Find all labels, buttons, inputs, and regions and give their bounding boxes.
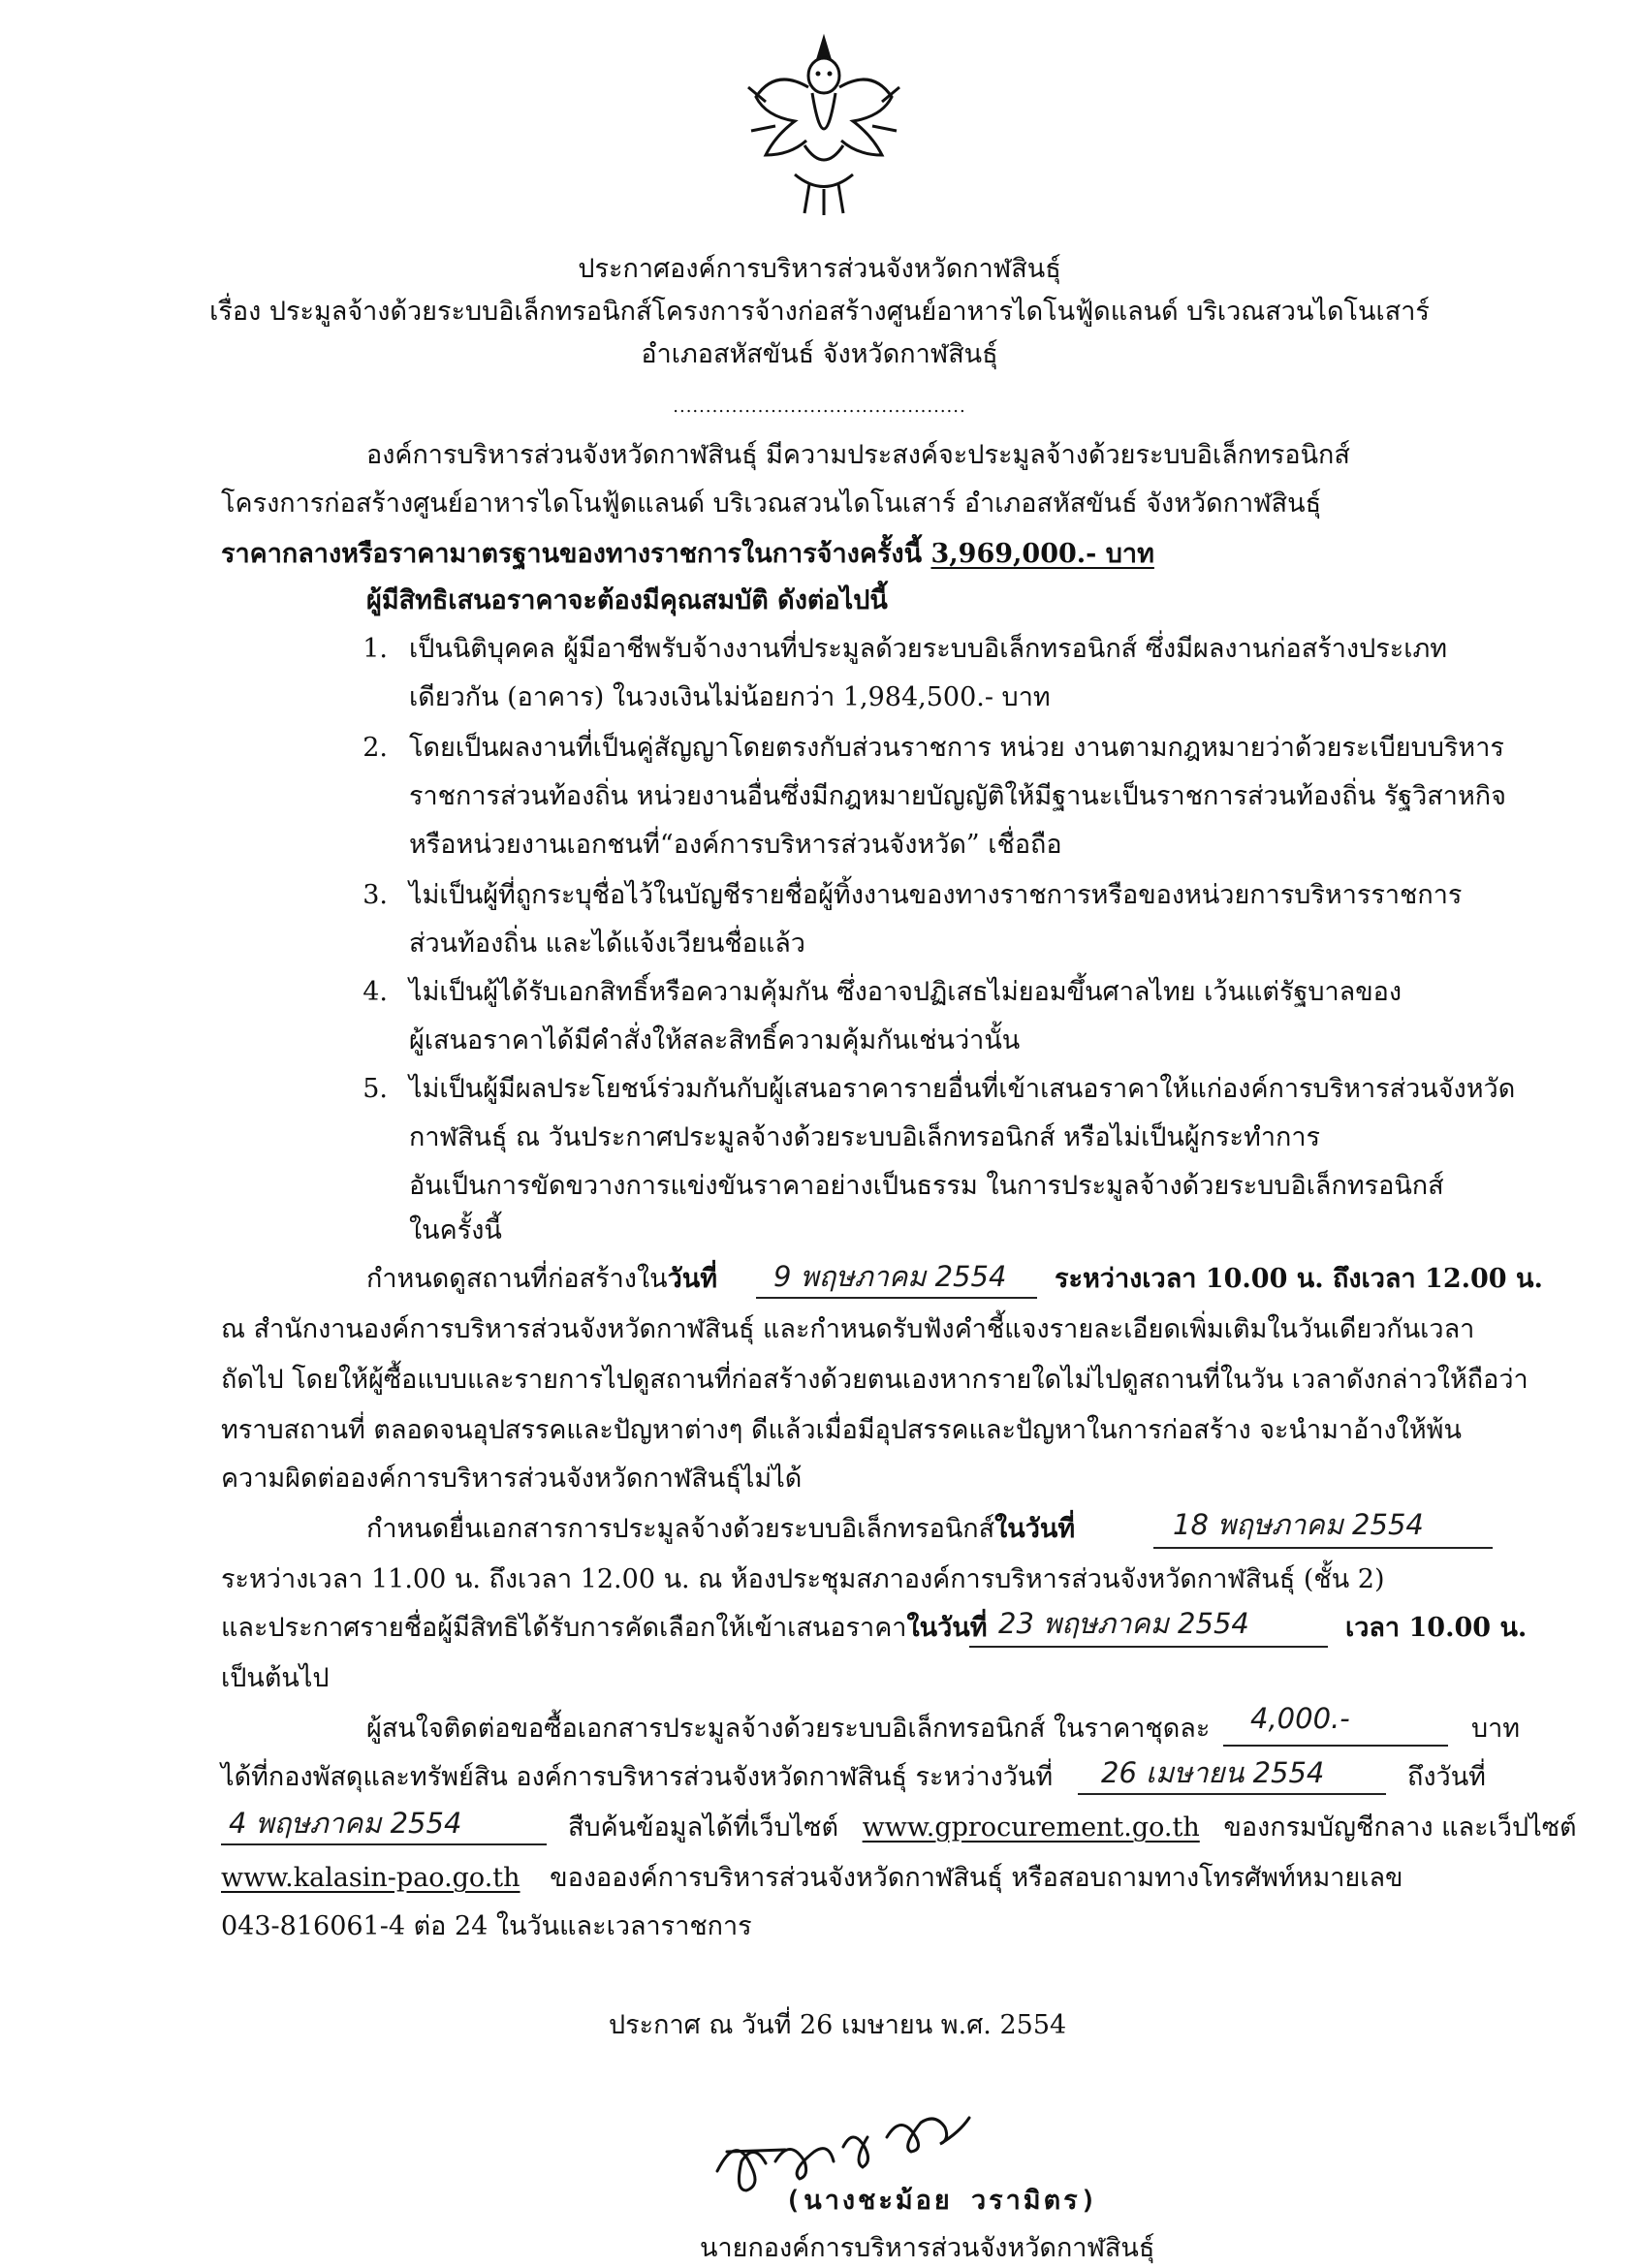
- kalasin-pao-link[interactable]: www.kalasin-pao.go.th: [221, 1863, 520, 1893]
- purchase-from-date-underline: [1078, 1793, 1386, 1795]
- reference-price-line: [221, 535, 1154, 574]
- qualification-heading: ผู้มีสิทธิเสนอราคาจะต้องมีคุณสมบัติ ดังต่อไปนี้: [366, 585, 888, 615]
- garuda-emblem-icon: [737, 29, 911, 223]
- list-item-line: ราชการส่วนท้องถิ่น หน่วยงานอื่นซึ่งมีกฎหมายบัญญัติให้มีฐานะเป็นราชการส่วนท้องถิ่น รัฐวิสาหกิจ: [409, 781, 1506, 811]
- contact-phone-line: 043-816061-4 ต่อ 24 ในวันและเวลาราชการ: [221, 1911, 752, 1941]
- list-item-line: ไม่เป็นผู้ได้รับเอกสิทธิ์หรือความคุ้มกัน ซึ่งอาจปฏิเสธไม่ยอมขึ้นศาลไทย เว้นแต่รัฐบาลของ: [409, 977, 1403, 1007]
- contact-label: ของอองค์การบริหารส่วนจังหวัดกาฬสินธุ์ หรือสอบถามทางโทรศัพท์หมายเลข: [550, 1863, 1403, 1893]
- submission-day-label: ในวันที่: [994, 1514, 1076, 1544]
- submission-prefix: กำหนดยื่นเอกสารการประมูลจ้างด้วยระบบอิเล็กทรอนิกส์: [366, 1514, 995, 1544]
- submission-line-1: [366, 1510, 1075, 1549]
- list-item-line: อันเป็นการขัดขวางการแข่งขันราคาอย่างเป็นธรรม ในการประมูลจ้างด้วยระบบอิเล็กทรอนิกส์: [409, 1171, 1444, 1201]
- list-item-number: 3.: [362, 880, 388, 910]
- announcement-date: ประกาศ ณ วันที่ 26 เมษายน พ.ศ. 2554: [609, 2010, 1067, 2040]
- intro-line-2: โครงการก่อสร้างศูนย์อาหารไดโนฟู้ดแลนด์ บริเวณสวนไดโนเสาร์ อำเภอสหัสขันธ์ จังหวัดกาฬสินธุ์: [221, 488, 1322, 519]
- submission-date: 18 พฤษภาคม 2554: [1173, 1508, 1424, 1541]
- shortlist-time: เวลา 10.00 น.: [1345, 1613, 1528, 1643]
- list-item-line: กาฬสินธุ์ ณ วันประกาศประมูลจ้างด้วยระบบอิเล็กทรอนิกส์ หรือไม่เป็นผู้กระทำการ: [409, 1122, 1321, 1152]
- site-visit-time: ระหว่างเวลา 10.00 น. ถึงเวลา 12.00 น.: [1055, 1264, 1543, 1294]
- purchase-price-underline: [1223, 1745, 1448, 1747]
- shortlist-date: 23 พฤษภาคม 2554: [998, 1607, 1249, 1640]
- list-item-line: ในครั้งนี้: [409, 1215, 502, 1245]
- list-item-number: 2.: [362, 733, 388, 763]
- site-visit-line-5: ความผิดต่อองค์การบริหารส่วนจังหวัดกาฬสินธุ์ไม่ได้: [221, 1464, 803, 1494]
- shortlist-day-label: ในวันที่: [906, 1613, 988, 1643]
- list-item-line: หรือหน่วยงานเอกชนที่“องค์การบริหารส่วนจังหวัด” เชื่อถือ: [409, 830, 1062, 860]
- site-visit-date-underline: [756, 1297, 1037, 1299]
- purchase-line-2: ได้ที่กองพัสดุและทรัพย์สิน องค์การบริหารส่วนจังหวัดกาฬสินธุ์ ระหว่างวันที่: [221, 1762, 1054, 1792]
- reference-price-value: 3,969,000.- บาท: [930, 539, 1154, 569]
- list-item-line: ส่วนท้องถิ่น และได้แจ้งเวียนชื่อแล้ว: [409, 929, 805, 959]
- purchase-line-4: [221, 1859, 1403, 1898]
- list-item-line: ผู้เสนอราคาได้มีคำสั่งให้สละสิทธิ์ความคุ้มกันเช่นว่านั้น: [409, 1025, 1021, 1055]
- list-item-line: โดยเป็นผลงานที่เป็นคู่สัญญาโดยตรงกับส่วนราชการ หน่วย งานตามกฎหมายว่าด้วยระเบียบบริหาร: [409, 733, 1504, 763]
- shortlist-prefix: และประกาศรายชื่อผู้มีสิทธิได้รับการคัดเลือกให้เข้าเสนอราคา: [221, 1613, 907, 1643]
- list-item-number: 1.: [362, 634, 388, 664]
- header-divider: .............................................: [673, 396, 966, 417]
- purchase-line-1: ผู้สนใจติดต่อขอซื้อเอกสารประมูลจ้างด้วยระบบอิเล็กทรอนิกส์ ในราคาชุดละ: [366, 1714, 1211, 1744]
- submission-date-underline: [1153, 1547, 1493, 1549]
- gprocurement-link[interactable]: www.gprocurement.go.th: [862, 1812, 1200, 1843]
- purchase-to-label: ถึงวันที่: [1407, 1762, 1486, 1792]
- purchase-from-date: 26 เมษายน 2554: [1101, 1756, 1325, 1789]
- shortlist-line: [221, 1609, 988, 1648]
- signatory-name: (นางชะม้อย วรามิตร): [785, 2186, 1099, 2216]
- list-item-number: 4.: [362, 977, 388, 1007]
- site-visit-line-1: [366, 1260, 717, 1299]
- site-visit-line-3: ถัดไป โดยให้ผู้ซื้อแบบและรายการไปดูสถานที่ก่อสร้างด้วยตนเองหากรายใดไม่ไปดูสถานที่ในวัน เวลาดังกล่าวให้ถือว่า: [221, 1365, 1529, 1395]
- list-item-number: 5.: [362, 1074, 388, 1104]
- submission-line-2: ระหว่างเวลา 11.00 น. ถึงเวลา 12.00 น. ณ ห้องประชุมสภาองค์การบริหารส่วนจังหวัดกาฬสินธุ์ (ชั้น 2): [221, 1564, 1385, 1594]
- shortlist-date-underline: [969, 1646, 1328, 1648]
- site-visit-date: 9 พฤษภาคม 2554: [773, 1260, 1007, 1293]
- purchase-price: 4,000.-: [1250, 1702, 1350, 1735]
- announcement-issuer: ประกาศองค์การบริหารส่วนจังหวัดกาฬสินธุ์: [578, 254, 1061, 284]
- submission-line-4: เป็นต้นไป: [221, 1663, 330, 1693]
- list-item-line: เป็นนิติบุคคล ผู้มีอาชีพรับจ้างงานที่ประมูลด้วยระบบอิเล็กทรอนิกส์ ซึ่งมีผลงานก่อสร้างประเภท: [409, 634, 1448, 664]
- site-visit-line-2: ณ สำนักงานองค์การบริหารส่วนจังหวัดกาฬสินธุ์ และกำหนดรับฟังคำชี้แจงรายละเอียดเพิ่มเติมในวันเดียวกันเวลา: [221, 1314, 1475, 1344]
- purchase-line-3: [568, 1809, 1577, 1847]
- list-item-line: เดียวกัน (อาคาร) ในวงเงินไม่น้อยกว่า 1,984,500.- บาท: [409, 682, 1051, 712]
- purchase-to-date-underline: [221, 1843, 547, 1845]
- announcement-subject: เรื่อง ประมูลจ้างด้วยระบบอิเล็กทรอนิกส์โครงการจ้างก่อสร้างศูนย์อาหารไดโนฟู้ดแลนด์ บริเวณสวนไดโนเสาร์: [209, 297, 1430, 327]
- comptroller-label: ของกรมบัญชีกลาง และเว็ปไซต์: [1223, 1812, 1577, 1843]
- reference-price-label: ราคากลางหรือราคามาตรฐานของทางราชการในการจ้างครั้งนี้: [221, 539, 931, 569]
- signatory-position: นายกองค์การบริหารส่วนจังหวัดกาฬสินธุ์: [700, 2233, 1155, 2263]
- announcement-location: อำเภอสหัสขันธ์ จังหวัดกาฬสินธุ์: [641, 339, 998, 369]
- purchase-currency: บาท: [1471, 1714, 1521, 1744]
- intro-line-1: องค์การบริหารส่วนจังหวัดกาฬสินธุ์ มีความประสงค์จะประมูลจ้างด้วยระบบอิเล็กทรอนิกส์: [366, 440, 1350, 470]
- list-item-line: ไม่เป็นผู้ที่ถูกระบุชื่อไว้ในบัญชีรายชื่อผู้ทิ้งงานของทางราชการหรือของหน่วยการบริหารราชการ: [409, 880, 1463, 910]
- list-item-line: ไม่เป็นผู้มีผลประโยชน์ร่วมกันกับผู้เสนอราคารายอื่นที่เข้าเสนอราคาให้แก่องค์การบริหารส่วนจังหวัด: [409, 1074, 1516, 1104]
- site-visit-prefix: กำหนดดูสถานที่ก่อสร้างใน: [366, 1264, 668, 1294]
- website-search-label: สืบค้นข้อมูลได้ที่เว็บไซต์: [568, 1812, 839, 1843]
- site-visit-day-label: วันที่: [667, 1264, 718, 1294]
- purchase-to-date: 4 พฤษภาคม 2554: [229, 1807, 462, 1840]
- site-visit-line-4: ทราบสถานที่ ตลอดจนอุปสรรคและปัญหาต่างๆ ดีแล้วเมื่อมีอุปสรรคและปัญหาในการก่อสร้าง จะนำมาอ้างให้พ้น: [221, 1415, 1462, 1445]
